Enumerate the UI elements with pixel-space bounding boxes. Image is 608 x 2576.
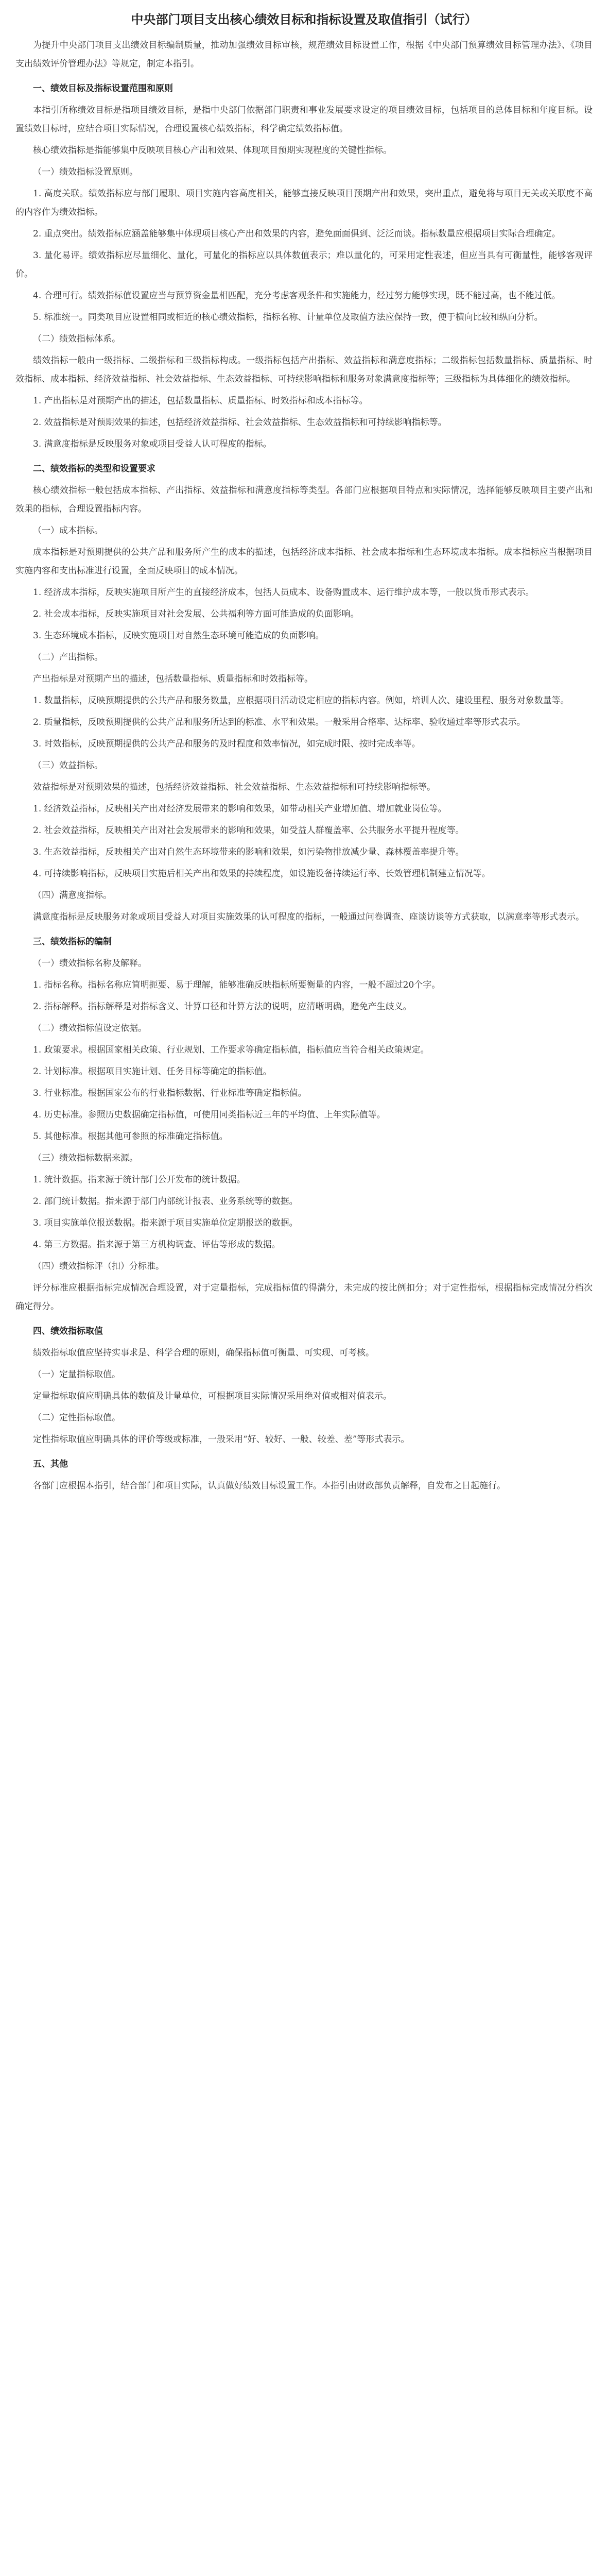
paragraph: 成本指标是对预期提供的公共产品和服务所产生的成本的描述，包括经济成本指标、社会成本指标和生态环境成本指标。成本指标应当根据项目实施内容和支出标准进行设置，全面反映项目的成本情况。 [15,547,593,576]
subsection-heading: （四）满意度指标。 [33,890,112,901]
paragraph: 5. 其他标准。根据其他可参照的标准确定指标值。 [33,1131,228,1142]
paragraph: 效益指标是对预期效果的描述，包括经济效益指标、社会效益指标、生态效益指标和可持续影响指标等。 [33,782,436,792]
section-heading: 三、绩效指标的编制 [33,937,112,947]
paragraph: 各部门应根据本指引，结合部门和项目实际，认真做好绩效目标设置工作。本指引由财政部负责解释，自发布之日起施行。 [33,1481,506,1491]
document-body [15,36,593,1495]
paragraph: 5. 标准统一。同类项目应设置相同或相近的核心绩效指标，指标名称、计量单位及取值方法应保持一致，便于横向比较和纵向分析。 [33,312,543,323]
paragraph: 绩效指标取值应坚持实事求是、科学合理的原则，确保指标值可衡量、可实现、可考核。 [33,1348,374,1358]
paragraph: 产出指标是对预期产出的描述，包括数量指标、质量指标和时效指标等。 [33,674,313,684]
paragraph: 3. 行业标准。根据国家公布的行业指标数据、行业标准等确定指标值。 [33,1088,307,1098]
paragraph: 3. 项目实施单位报送数据。指来源于项目实施单位定期报送的数据。 [33,1218,298,1228]
section-heading: 一、绩效目标及指标设置范围和原则 [33,83,173,94]
paragraph: 1. 政策要求。根据国家相关政策、行业规划、工作要求等确定指标值，指标值应当符合相关政策规定。 [33,1045,429,1055]
document-title: 中央部门项目支出核心绩效目标和指标设置及取值指引（试行） [131,12,477,27]
paragraph: 本指引所称绩效目标是指项目绩效目标，是指中央部门依据部门职责和事业发展要求设定的项目绩效目标，包括项目的总体目标和年度目标。设置绩效目标时，应结合项目实际情况，合理设置核心绩效指标，科学确定绩效指标值。 [15,105,593,134]
subsection-heading: （二）产出指标。 [33,652,103,663]
paragraph: 1. 高度关联。绩效指标应与部门履职、项目实施内容高度相关，能够直接反映项目预期产出和效果，突出重点，避免将与项目无关或关联度不高的内容作为绩效指标。 [15,189,593,217]
paragraph: 2. 社会效益指标，反映相关产出对社会发展带来的影响和效果，如受益人群覆盖率、公共服务水平提升程度等。 [33,825,464,836]
paragraph: 4. 可持续影响指标，反映项目实施后相关产出和效果的持续程度，如设施设备持续运行率、长效管理机制建立情况等。 [33,869,491,879]
paragraph: 满意度指标是反映服务对象或项目受益人对项目实施效果的认可程度的指标，一般通过问卷调查、座谈访谈等方式获取，以满意率等形式表示。 [33,912,584,922]
subsection-heading: （二）绩效指标值设定依据。 [33,1023,147,1033]
paragraph: 4. 历史标准。参照历史数据确定指标值，可使用同类指标近三年的平均值、上年实际值等。 [33,1110,386,1120]
paragraph: 定量指标取值应明确具体的数值及计量单位，可根据项目实际情况采用绝对值或相对值表示。 [33,1391,392,1401]
section-heading: 五、其他 [33,1459,68,1469]
subsection-heading: （三）绩效指标数据来源。 [33,1153,138,1163]
paragraph: 1. 产出指标是对预期产出的描述，包括数量指标、质量指标、时效指标和成本指标等。 [33,396,368,406]
paragraph: 3. 时效指标，反映预期提供的公共产品和服务的及时程度和效率情况，如完成时限、按时完成率等。 [33,739,421,749]
paragraph: 3. 生态效益指标，反映相关产出对自然生态环境带来的影响和效果，如污染物排放减少量、森林覆盖率提升等。 [33,847,464,857]
subsection-heading: （一）定量指标取值。 [33,1369,120,1380]
paragraph: 2. 重点突出。绩效指标应涵盖能够集中体现项目核心产出和效果的内容，避免面面俱到、泛泛而谈。指标数量应根据项目实际合理确定。 [33,229,561,239]
paragraph: 绩效指标一般由一级指标、二级指标和三级指标构成。一级指标包括产出指标、效益指标和满意度指标；二级指标包括数量指标、质量指标、时效指标、成本指标、经济效益指标、社会效益指标、生态效益指标、可持续影响指标和服务对象满意度指标等；三级指标为具体细化的绩效指标。 [15,355,593,384]
paragraph: 1. 指标名称。指标名称应简明扼要、易于理解，能够准确反映指标所要衡量的内容，一般不超过20个字。 [33,980,441,990]
subsection-heading: （二）定性指标取值。 [33,1413,120,1423]
subsection-heading: （四）绩效指标评（扣）分标准。 [33,1261,164,1272]
paragraph: 1. 数量指标，反映预期提供的公共产品和服务数量，应根据项目活动设定相应的指标内容。例如，培训人次、建设里程、服务对象数量等。 [33,696,569,706]
subsection-heading: （一）成本指标。 [33,526,103,536]
section-heading: 四、绩效指标取值 [33,1326,103,1336]
paragraph: 3. 生态环境成本指标，反映实施项目对自然生态环境可能造成的负面影响。 [33,631,324,641]
paragraph: 4. 第三方数据。指来源于第三方机构调查、评估等形成的数据。 [33,1240,281,1250]
subsection-heading: （二）绩效指标体系。 [33,334,120,344]
paragraph: 核心绩效指标是指能够集中反映项目核心产出和效果、体现项目预期实现程度的关键性指标。 [33,145,392,156]
paragraph: 2. 指标解释。指标解释是对指标含义、计算口径和计算方法的说明，应清晰明确，避免产生歧义。 [33,1002,412,1012]
paragraph: 4. 合理可行。绩效指标值设置应当与预算资金量相匹配，充分考虑客观条件和实施能力，经过努力能够实现，既不能过高，也不能过低。 [33,291,561,301]
subsection-heading: （一）绩效指标设置原则。 [33,167,138,177]
paragraph: 2. 质量指标，反映预期提供的公共产品和服务所达到的标准、水平和效果。一般采用合格率、达标率、验收通过率等形式表示。 [33,717,526,727]
subsection-heading: （一）绩效指标名称及解释。 [33,958,147,969]
paragraph: 为提升中央部门项目支出绩效目标编制质量，推动加强绩效目标审核，规范绩效目标设置工作，根据《中央部门预算绩效目标管理办法》、《项目支出绩效评价管理办法》等规定，制定本指引。 [15,40,593,69]
section-heading: 二、绩效指标的类型和设置要求 [33,464,155,474]
paragraph: 3. 满意度指标是反映服务对象或项目受益人认可程度的指标。 [33,439,272,449]
paragraph: 核心绩效指标一般包括成本指标、产出指标、效益指标和满意度指标等类型。各部门应根据项目特点和实际情况，选择能够反映项目主要产出和效果的指标，合理设置指标内容。 [15,485,593,514]
paragraph: 2. 效益指标是对预期效果的描述，包括经济效益指标、社会效益指标、生态效益指标和可持续影响指标等。 [33,417,447,428]
paragraph: 1. 经济成本指标，反映实施项目所产生的直接经济成本，包括人员成本、设备购置成本、运行维护成本等，一般以货币形式表示。 [33,587,534,598]
paragraph: 定性指标取值应明确具体的评价等级或标准，一般采用“好、较好、一般、较差、差”等形式表示。 [33,1434,410,1445]
paragraph: 2. 部门统计数据。指来源于部门内部统计报表、业务系统等的数据。 [33,1196,298,1207]
paragraph: 1. 经济效益指标，反映相关产出对经济发展带来的影响和效果，如带动相关产业增加值、增加就业岗位等。 [33,804,447,814]
paragraph: 评分标准应根据指标完成情况合理设置，对于定量指标，完成指标值的得满分，未完成的按比例扣分；对于定性指标，根据指标完成情况分档次确定得分。 [15,1283,593,1312]
paragraph: 2. 计划标准。根据项目实施计划、任务目标等确定的指标值。 [33,1066,272,1077]
paragraph: 1. 统计数据。指来源于统计部门公开发布的统计数据。 [33,1175,246,1185]
subsection-heading: （三）效益指标。 [33,760,103,771]
paragraph: 3. 量化易评。绩效指标应尽量细化、量化，可量化的指标应以具体数值表示；难以量化的，可采用定性表述，但应当具有可衡量性，能够客观评价。 [15,250,593,279]
paragraph: 2. 社会成本指标，反映实施项目对社会发展、公共福利等方面可能造成的负面影响。 [33,609,359,619]
